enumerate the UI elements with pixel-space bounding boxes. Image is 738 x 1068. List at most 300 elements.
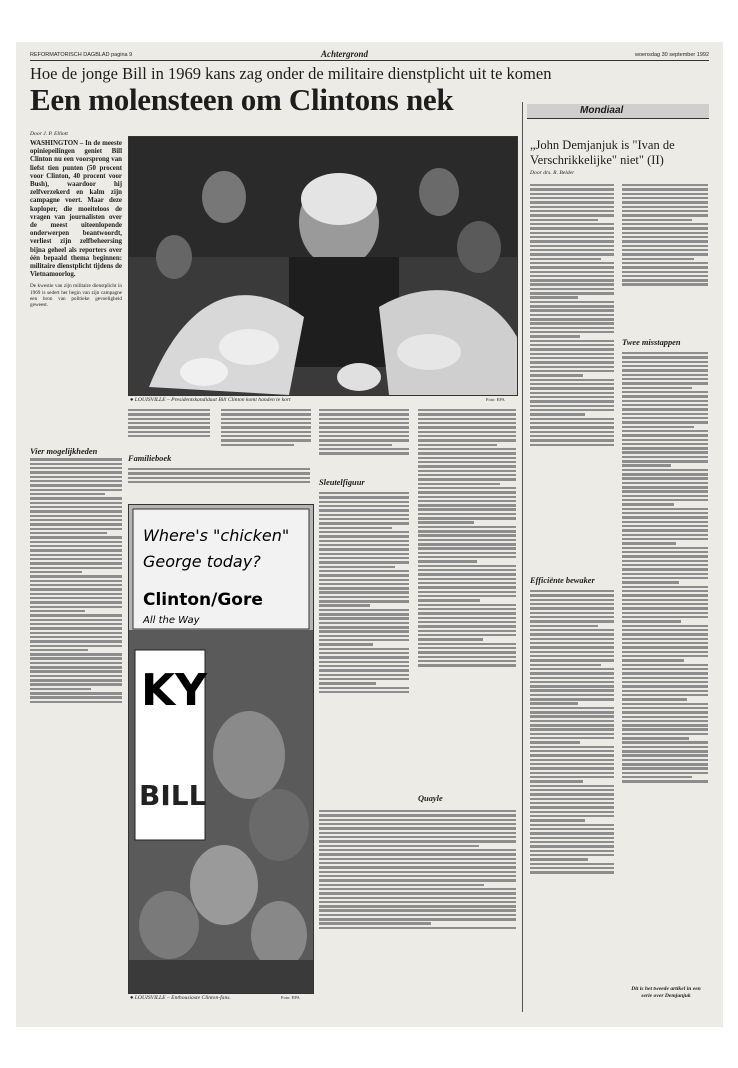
text-line [319,918,516,920]
article-body-col3a [221,407,311,467]
subhead-vier-mogelijkheden: Vier mogelijkheden [30,447,98,457]
text-line [622,245,708,247]
text-line [30,701,122,703]
text-line [530,594,614,596]
text-line [418,491,516,493]
text-line [622,249,708,251]
text-line [530,750,614,752]
text-line [319,613,409,615]
text-line [319,617,409,619]
text-line [622,352,708,354]
text-line [622,728,708,730]
text-line [622,616,708,618]
text-line [530,733,614,735]
text-line [319,531,409,533]
text-line [319,652,409,654]
text-line [622,460,708,462]
text-line [622,590,708,592]
sidebar-closing-note: Dit is het tweede artikel in een serie over Demjanjuk [631,986,701,999]
text-line [622,568,708,570]
text-line [530,188,614,190]
article-lead: WASHINGTON – In de meeste opiniepeilingen geniet Bill Clinton nu een voorsprong van liefst tien punten (50 procent voor Clinton, 40 procent voor Bush), waardoor hij zelfverzekerd en kalm zijn campagne voert. Maar deze koploper, die moeiteloos de vragen van journalisten over de meest uiteenlopende onderwerpen beantwoordt, verliest zijn zelfbeheersing bijna geheel als reporters over één bepaald thema beginnen: militaire dienstplicht tijdens de Vietnamoorlog. [30,140,122,279]
text-line [530,318,614,320]
text-line [418,526,516,528]
text-line [622,646,708,648]
text-line [418,474,516,476]
photo-clinton-fans [128,504,314,994]
text-line [30,649,88,651]
svg-text:BILL: BILL [139,779,207,812]
text-line [221,409,311,411]
text-line [530,309,614,311]
text-line [418,586,516,588]
text-line [622,404,708,406]
text-line [622,447,708,449]
text-line [622,763,708,765]
text-line [622,503,674,505]
text-line [530,711,614,713]
text-line [530,314,614,316]
text-line [622,374,708,376]
text-line [622,629,708,631]
text-line [622,664,708,666]
newspaper-page [16,42,723,1027]
text-line [128,435,210,437]
text-line [418,599,480,601]
text-line [622,443,708,445]
text-line [418,508,516,510]
photo1-caption: ● LOUISVILLE – Presidentskandidaat Bill Clinton komt handen te kort [130,397,291,403]
text-line [319,682,376,684]
text-line [622,456,708,458]
text-line [418,457,516,459]
text-line [30,606,122,608]
text-line [319,879,516,881]
text-line [530,651,614,653]
text-line [622,577,708,579]
text-line [418,643,516,645]
text-line [319,448,409,450]
text-line [418,461,516,463]
text-line [530,201,614,203]
text-line [530,405,614,407]
text-line [530,353,614,355]
text-line [622,724,708,726]
text-line [30,692,122,694]
text-line [319,905,516,907]
text-line [530,655,614,657]
text-line [622,638,708,640]
text-line [530,292,614,294]
text-line [622,197,708,199]
text-line [530,672,614,674]
text-line [30,545,122,547]
text-line [319,639,409,641]
text-line [530,754,614,756]
text-line [530,607,614,609]
text-line [221,422,311,424]
text-line [622,642,708,644]
text-line [30,636,122,638]
article-headline: Een molensteen om Clintons nek [30,82,454,117]
text-line [622,655,708,657]
text-line [530,599,614,601]
text-line [319,496,409,498]
text-line [622,499,708,501]
subhead-sleutelfiguur: Sleutelfiguur [319,478,365,487]
text-line [530,815,614,817]
text-line [622,573,708,575]
text-line [418,638,483,640]
text-line [530,629,614,631]
text-line [319,540,409,542]
text-line [530,590,614,592]
text-line [319,858,516,860]
text-line [530,418,614,420]
text-line [622,232,708,234]
text-line [319,901,516,903]
text-line [418,578,516,580]
text-line [30,640,122,642]
text-line [319,866,516,868]
text-line [530,668,614,670]
text-line [319,544,409,546]
text-line [418,664,516,666]
text-line [530,206,614,208]
svg-text:George today?: George today? [143,552,261,571]
text-line [622,633,708,635]
article-body-col4a [319,407,409,477]
text-line [30,515,122,517]
text-line [319,927,516,929]
text-line [319,574,409,576]
text-line [30,476,122,478]
header-rule [30,60,709,61]
text-line [622,586,708,588]
text-line [128,418,210,420]
text-line [418,444,497,446]
text-line [530,664,601,666]
text-line [30,567,122,569]
column-rule [522,102,523,1012]
text-line [319,661,409,663]
text-line [30,510,122,512]
text-line [30,458,122,460]
text-line [622,391,708,393]
text-line [319,630,409,632]
subhead-efficiente-bewaker: Efficiënte bewaker [530,576,595,585]
svg-text:KY: KY [141,665,207,716]
text-line [530,266,614,268]
text-line [530,279,614,281]
text-line [530,327,614,329]
text-line [319,832,516,834]
text-line [30,536,122,538]
text-line [418,487,516,489]
text-line [30,528,122,530]
sidebar-rule [527,118,709,119]
text-line [530,444,614,446]
text-line [530,335,580,337]
text-line [530,275,614,277]
text-line [622,750,708,752]
text-line [622,542,676,544]
text-line [418,465,516,467]
text-line [30,627,122,629]
article-body-col5 [418,407,516,791]
text-line [530,811,614,813]
text-line [622,703,708,705]
header-left: REFORMATORISCH DAGBLAD pagina 9 [30,52,133,58]
text-line [418,413,516,415]
text-line [30,666,122,668]
text-line [319,583,409,585]
article-body-col4b [319,490,409,792]
text-line [128,472,310,474]
text-line [530,707,614,709]
text-line [622,776,692,778]
text-line [530,702,578,704]
text-line [30,601,122,603]
text-line [319,548,409,550]
text-line [530,344,614,346]
text-line [319,909,516,911]
text-line [319,431,409,433]
text-line [319,435,409,437]
text-line [530,854,614,856]
text-line [622,236,708,238]
text-line [530,392,614,394]
text-line [319,626,409,628]
text-line [622,395,708,397]
text-line [418,422,516,424]
text-line [418,621,516,623]
text-line [530,296,578,298]
text-line [530,694,614,696]
text-line [622,184,708,186]
text-line [530,780,583,782]
text-line [221,413,311,415]
text-line [319,444,392,446]
text-line [128,426,210,428]
text-line [530,431,614,433]
text-line [319,413,409,415]
text-line [622,720,708,722]
text-line [622,283,708,285]
text-line [30,696,122,698]
text-line [530,374,583,376]
text-line [530,724,614,726]
text-line [622,210,708,212]
text-line [530,681,614,683]
text-line [418,534,516,536]
text-line [319,643,373,645]
text-line [418,517,516,519]
photo-clinton-crowd [128,136,518,396]
text-line [622,369,708,371]
sidebar-headline: „John Demjanjuk is "Ivan de Verschrikkelijke" niet" (II) [530,138,675,167]
text-line [530,322,614,324]
text-line [622,564,708,566]
text-line [319,566,395,568]
text-line [319,600,409,602]
text-line [622,482,708,484]
text-line [418,656,516,658]
text-line [622,534,708,536]
article-byline: Door J. P. Elliott [30,131,68,137]
text-line [418,608,516,610]
text-line [221,426,311,428]
text-line [319,656,409,658]
text-line [30,467,122,469]
text-line [622,780,708,782]
text-line [622,400,708,402]
text-line [221,418,311,420]
text-line [622,772,708,774]
text-line [418,435,516,437]
text-line [530,871,614,873]
text-line [530,828,614,830]
text-line [622,266,708,268]
text-line [30,662,122,664]
text-line [30,558,122,560]
subhead-twee-misstappen: Twee misstappen [622,338,681,347]
text-line [319,823,516,825]
text-line [622,253,708,255]
text-line [418,617,516,619]
text-line [30,610,85,612]
text-line [418,556,516,558]
text-line [418,560,477,562]
text-line [622,365,708,367]
text-line [319,819,516,821]
text-line [418,630,516,632]
text-line [622,625,708,627]
text-line [128,422,210,424]
camera-icon: ● [130,397,134,403]
text-line [622,547,708,549]
text-line [30,463,122,465]
text-line [530,383,614,385]
text-line [418,591,516,593]
text-line [622,408,708,410]
text-line [622,733,708,735]
text-line [319,452,409,454]
text-line [30,584,122,586]
text-line [622,486,708,488]
text-line [221,435,311,437]
photo2-caption: ● LOUISVILLE – Enthousiaste Clinton-fans. [130,995,231,1001]
text-line [530,370,614,372]
text-line [622,716,708,718]
text-line [530,301,614,303]
text-line [622,469,708,471]
article-body-familieboek [128,466,310,494]
text-line [530,249,614,251]
text-line [530,435,614,437]
text-line [319,553,409,555]
text-line [418,504,516,506]
text-line [30,683,122,685]
text-line [530,798,614,800]
text-line [30,619,122,621]
sidebar-col2b [622,350,708,982]
text-line [530,837,614,839]
text-line [530,305,614,307]
text-line [622,495,708,497]
text-line [530,357,614,359]
text-line [622,737,689,739]
sidebar-col2a [622,182,708,334]
text-line [418,543,516,545]
text-line [319,418,409,420]
text-line [128,477,310,479]
text-line [622,490,708,492]
text-line [530,845,614,847]
text-line [418,547,516,549]
text-line [319,509,409,511]
text-line [30,493,105,495]
text-line [622,521,708,523]
text-line [319,648,409,650]
text-line [530,426,614,428]
text-line [622,451,708,453]
text-line [530,698,614,700]
text-line [622,612,708,614]
text-line [319,845,479,847]
text-line [418,470,516,472]
text-line [622,659,684,661]
text-line [530,409,614,411]
text-line [622,271,708,273]
text-line [319,501,409,503]
text-line [30,597,122,599]
sidebar-byline: Door drs. R. Belder [530,170,575,176]
text-line [418,418,516,420]
text-line [622,193,708,195]
text-line [622,508,708,510]
text-line [622,767,708,769]
text-line [319,579,409,581]
camera-icon: ● [130,995,134,1001]
text-line [530,802,614,804]
text-line [622,430,708,432]
svg-text:Where's "chicken": Where's "chicken" [143,526,290,545]
text-line [418,452,516,454]
text-line [622,240,708,242]
text-line [622,538,708,540]
text-line [418,513,516,515]
text-line [622,672,708,674]
text-line [418,500,516,502]
text-line [30,588,122,590]
text-line [530,400,614,402]
text-line [622,707,708,709]
text-line [622,356,708,358]
text-line [30,571,82,573]
text-line [622,387,692,389]
text-line [319,810,516,812]
text-line [622,473,708,475]
text-line [319,814,516,816]
text-line [30,675,122,677]
text-line [30,471,122,473]
text-line [530,439,614,441]
text-line [319,514,409,516]
text-line [530,413,585,415]
text-line [622,711,708,713]
text-line [530,789,614,791]
